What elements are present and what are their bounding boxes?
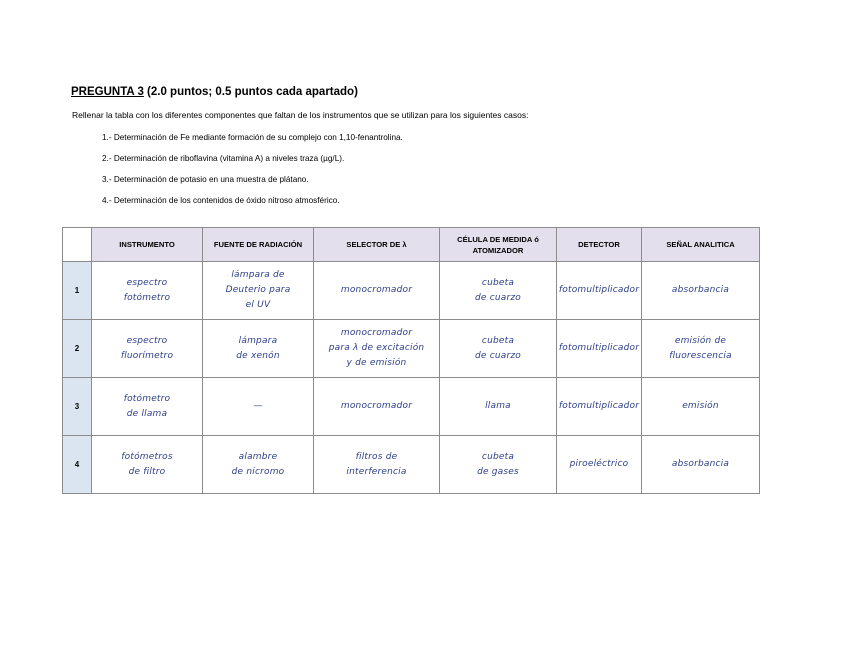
- question-label: PREGUNTA 3: [71, 86, 144, 98]
- cell-instrumento: espectro fotómetro: [92, 262, 203, 320]
- cell-senal: absorbancia: [642, 436, 760, 494]
- cell-detector: fotomultiplicador: [557, 378, 642, 436]
- cell-selector: monocromador para λ de excitación y de emisión: [314, 320, 440, 378]
- intro-text: Rellenar la tabla con los diferentes componentes que faltan de los instrumentos que se utilizan para los siguientes casos:: [72, 110, 529, 120]
- row-number: 3: [63, 378, 92, 436]
- instrument-table: [62, 227, 760, 494]
- header-fuente: FUENTE DE RADIACIÓN: [203, 228, 314, 262]
- cell-instrumento: fotómetros de filtro: [92, 436, 203, 494]
- cell-selector: monocromador: [314, 262, 440, 320]
- cell-fuente: —: [203, 378, 314, 436]
- header-senal: SEÑAL ANALITICA: [642, 228, 760, 262]
- row-number: 2: [63, 320, 92, 378]
- header-selector: SELECTOR DE λ: [314, 228, 440, 262]
- row-number: 1: [63, 262, 92, 320]
- case-list: [102, 132, 403, 216]
- cell-detector: piroeléctrico: [557, 436, 642, 494]
- cell-fuente: lámpara de Deuterio para el UV: [203, 262, 314, 320]
- cell-fuente: alambre de nicromo: [203, 436, 314, 494]
- table-row: [63, 320, 760, 378]
- table-row: [63, 262, 760, 320]
- case-item: 2.- Determinación de riboflavina (vitamina A) a niveles traza (µg/L).: [102, 154, 345, 163]
- case-item: 3.- Determinación de potasio en una muestra de plátano.: [102, 175, 309, 184]
- cell-celula: cubeta de gases: [440, 436, 557, 494]
- header-celula: CÉLULA DE MEDIDA ó ATOMIZADOR: [440, 228, 557, 262]
- cell-detector: fotomultiplicador: [557, 320, 642, 378]
- case-item: 4.- Determinación de los contenidos de óxido nitroso atmosférico.: [102, 196, 340, 205]
- table-header-row: [63, 228, 760, 262]
- cell-detector: fotomultiplicador: [557, 262, 642, 320]
- cell-selector: filtros de interferencia: [314, 436, 440, 494]
- case-item: 1.- Determinación de Fe mediante formación de su complejo con 1,10-fenantrolina.: [102, 133, 403, 142]
- question-points: (2.0 puntos; 0.5 puntos cada apartado): [147, 86, 358, 98]
- cell-celula: cubeta de cuarzo: [440, 262, 557, 320]
- table-row: [63, 378, 760, 436]
- cell-senal: emisión: [642, 378, 760, 436]
- cell-selector: monocromador: [314, 378, 440, 436]
- header-detector: DETECTOR: [557, 228, 642, 262]
- cell-senal: absorbancia: [642, 262, 760, 320]
- header-instrumento: INSTRUMENTO: [92, 228, 203, 262]
- table-row: [63, 436, 760, 494]
- cell-celula: cubeta de cuarzo: [440, 320, 557, 378]
- cell-senal: emisión de fluorescencia: [642, 320, 760, 378]
- cell-instrumento: fotómetro de llama: [92, 378, 203, 436]
- cell-instrumento: espectro fluorímetro: [92, 320, 203, 378]
- header-corner: [63, 228, 92, 262]
- row-number: 4: [63, 436, 92, 494]
- cell-fuente: lámpara de xenón: [203, 320, 314, 378]
- question-heading: [71, 86, 358, 98]
- cell-celula: llama: [440, 378, 557, 436]
